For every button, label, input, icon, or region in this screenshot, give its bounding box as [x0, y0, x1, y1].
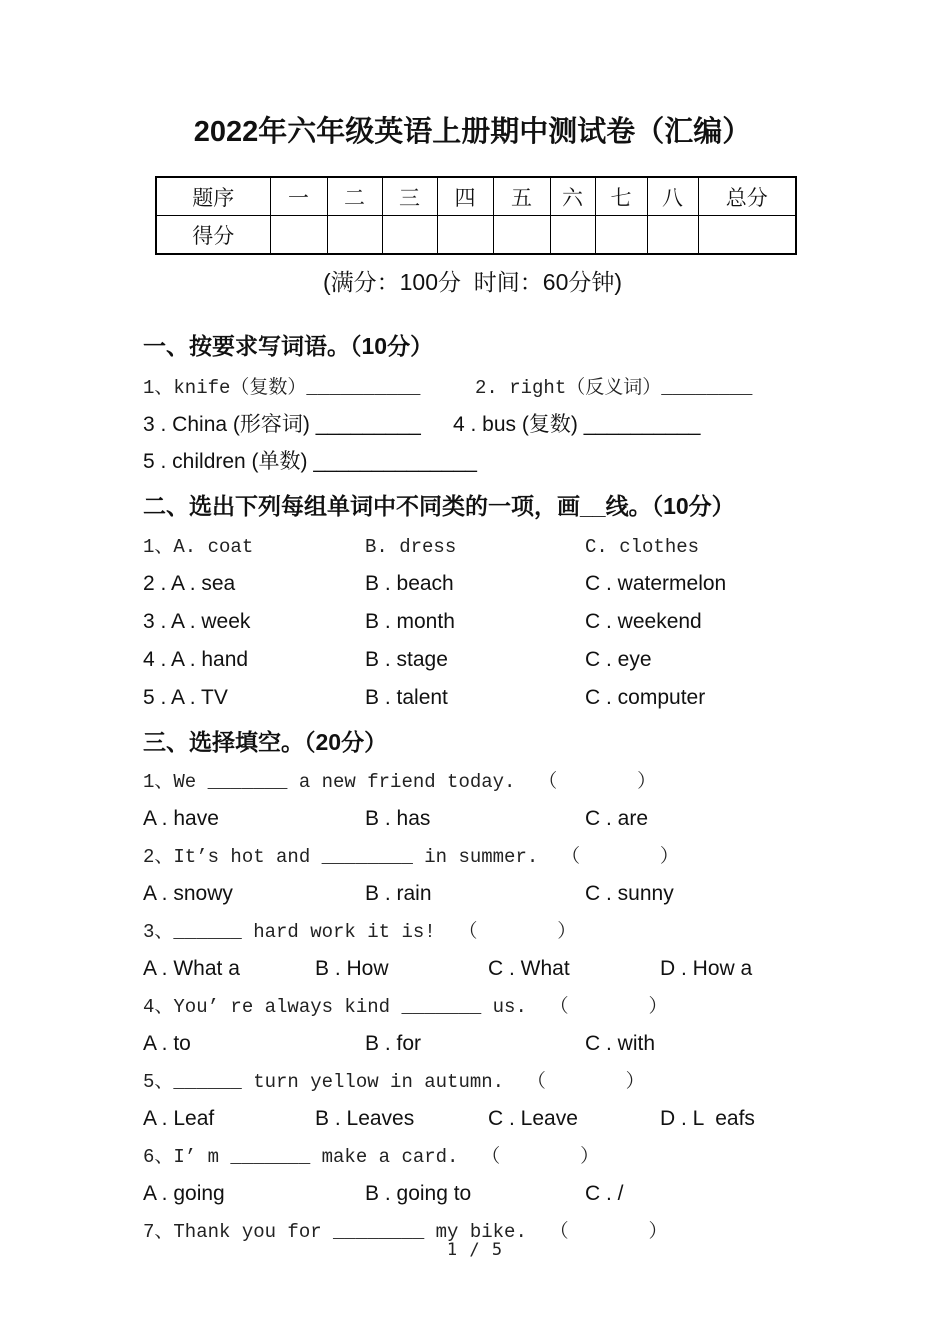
header-cell: 八	[647, 177, 698, 216]
classify-row	[143, 534, 802, 560]
option-item: C . with	[585, 1032, 656, 1055]
score-cell	[698, 216, 796, 255]
classify-row	[143, 569, 802, 598]
option-item: C . are	[585, 807, 649, 830]
score-cell	[270, 216, 327, 255]
option-item: A . Leaf	[143, 1107, 215, 1130]
classify-row	[143, 607, 802, 636]
option-item: B . has	[365, 807, 431, 830]
classify-row	[143, 683, 802, 712]
option-item: D . L eafs	[660, 1107, 755, 1130]
word-item: 2. right（反义词）________	[475, 377, 753, 399]
score-table-score-row	[156, 216, 796, 255]
options-row	[143, 1029, 802, 1058]
classify-option: 2 . A . sea	[143, 572, 236, 595]
option-item: C . Leave	[488, 1107, 578, 1130]
header-cell: 七	[595, 177, 647, 216]
page-title: 2022年六年级英语上册期中测试卷（汇编）	[193, 116, 752, 148]
option-item: D . How a	[660, 957, 753, 980]
option-item: C . /	[585, 1182, 624, 1205]
classify-option: 3 . A . week	[143, 610, 251, 633]
question-line: 6、I’ m _______ make a card. （ ）	[143, 1146, 600, 1168]
option-item: C . What	[488, 957, 570, 980]
score-table	[155, 176, 797, 255]
classify-option: C . watermelon	[585, 572, 727, 595]
word-item: 1、knife（复数）__________	[143, 377, 421, 399]
options-row	[143, 1104, 802, 1133]
question-line: 7、Thank you for ________ my bike. （ ）	[143, 1221, 668, 1243]
option-item: B . How	[315, 957, 389, 980]
section-one-heading: 一、按要求写词语。（10分）	[143, 333, 434, 359]
score-cell	[382, 216, 437, 255]
word-item-line	[143, 375, 802, 401]
header-cell: 五	[493, 177, 550, 216]
score-cell	[327, 216, 382, 255]
classify-option: 4 . A . hand	[143, 648, 249, 671]
score-cell	[550, 216, 595, 255]
options-row	[143, 879, 802, 908]
question-line: 5、______ turn yellow in autumn. （ ）	[143, 1071, 645, 1093]
option-item: B . Leaves	[315, 1107, 415, 1130]
question-line: 3、______ hard work it is! （ ）	[143, 921, 577, 943]
header-cell: 一	[270, 177, 327, 216]
classify-option: B . talent	[365, 686, 448, 709]
classify-option: B . stage	[365, 648, 448, 671]
score-cell	[595, 216, 647, 255]
word-item: 4 . bus (复数) __________	[453, 413, 701, 436]
section-two-heading: 二、选出下列每组单词中不同类的一项，画__线。（10分）	[143, 493, 735, 519]
classify-option: B . month	[365, 610, 455, 633]
classify-option: B. dress	[365, 536, 457, 558]
word-item: 3 . China (形容词) _________	[143, 413, 421, 436]
score-table-header-row	[156, 177, 796, 216]
options-row	[143, 1179, 802, 1208]
score-cell	[647, 216, 698, 255]
header-cell: 四	[437, 177, 493, 216]
question-line: 4、You’ re always kind _______ us. （ ）	[143, 996, 668, 1018]
classify-option: C . computer	[585, 686, 706, 709]
options-row	[143, 804, 802, 833]
classify-option: B . beach	[365, 572, 454, 595]
exam-info: (满分：100分 时间：60分钟)	[322, 269, 623, 295]
word-item-line: 5 . children (单数) ______________	[143, 450, 477, 473]
classify-option: C . eye	[585, 648, 652, 671]
classify-option: C . weekend	[585, 610, 702, 633]
question-line: 1、We _______ a new friend today. （ ）	[143, 771, 657, 793]
question-line: 2、It’s hot and ________ in summer. （ ）	[143, 846, 679, 868]
header-cell: 二	[327, 177, 382, 216]
header-cell: 三	[382, 177, 437, 216]
classify-option: 1、A. coat	[143, 536, 254, 558]
score-cell	[493, 216, 550, 255]
section-three-heading: 三、选择填空。（20分）	[143, 729, 388, 755]
options-row	[143, 954, 802, 983]
header-cell: 六	[550, 177, 595, 216]
option-item: A . have	[143, 807, 219, 830]
score-row-label: 得分	[156, 216, 270, 255]
header-cell: 题序	[156, 177, 270, 216]
option-item: B . for	[365, 1032, 422, 1055]
option-item: B . going to	[365, 1182, 472, 1205]
page-number: 1 / 5	[446, 1240, 504, 1260]
option-item: A . What a	[143, 957, 240, 980]
option-item: C . sunny	[585, 882, 674, 905]
score-cell	[437, 216, 493, 255]
word-item-line	[143, 410, 802, 439]
header-cell: 总分	[698, 177, 796, 216]
classify-option: C. clothes	[585, 536, 700, 558]
option-item: A . going	[143, 1182, 225, 1205]
option-item: B . rain	[365, 882, 432, 905]
option-item: A . to	[143, 1032, 191, 1055]
option-item: A . snowy	[143, 882, 233, 905]
classify-option: 5 . A . TV	[143, 686, 228, 709]
classify-row	[143, 645, 802, 674]
